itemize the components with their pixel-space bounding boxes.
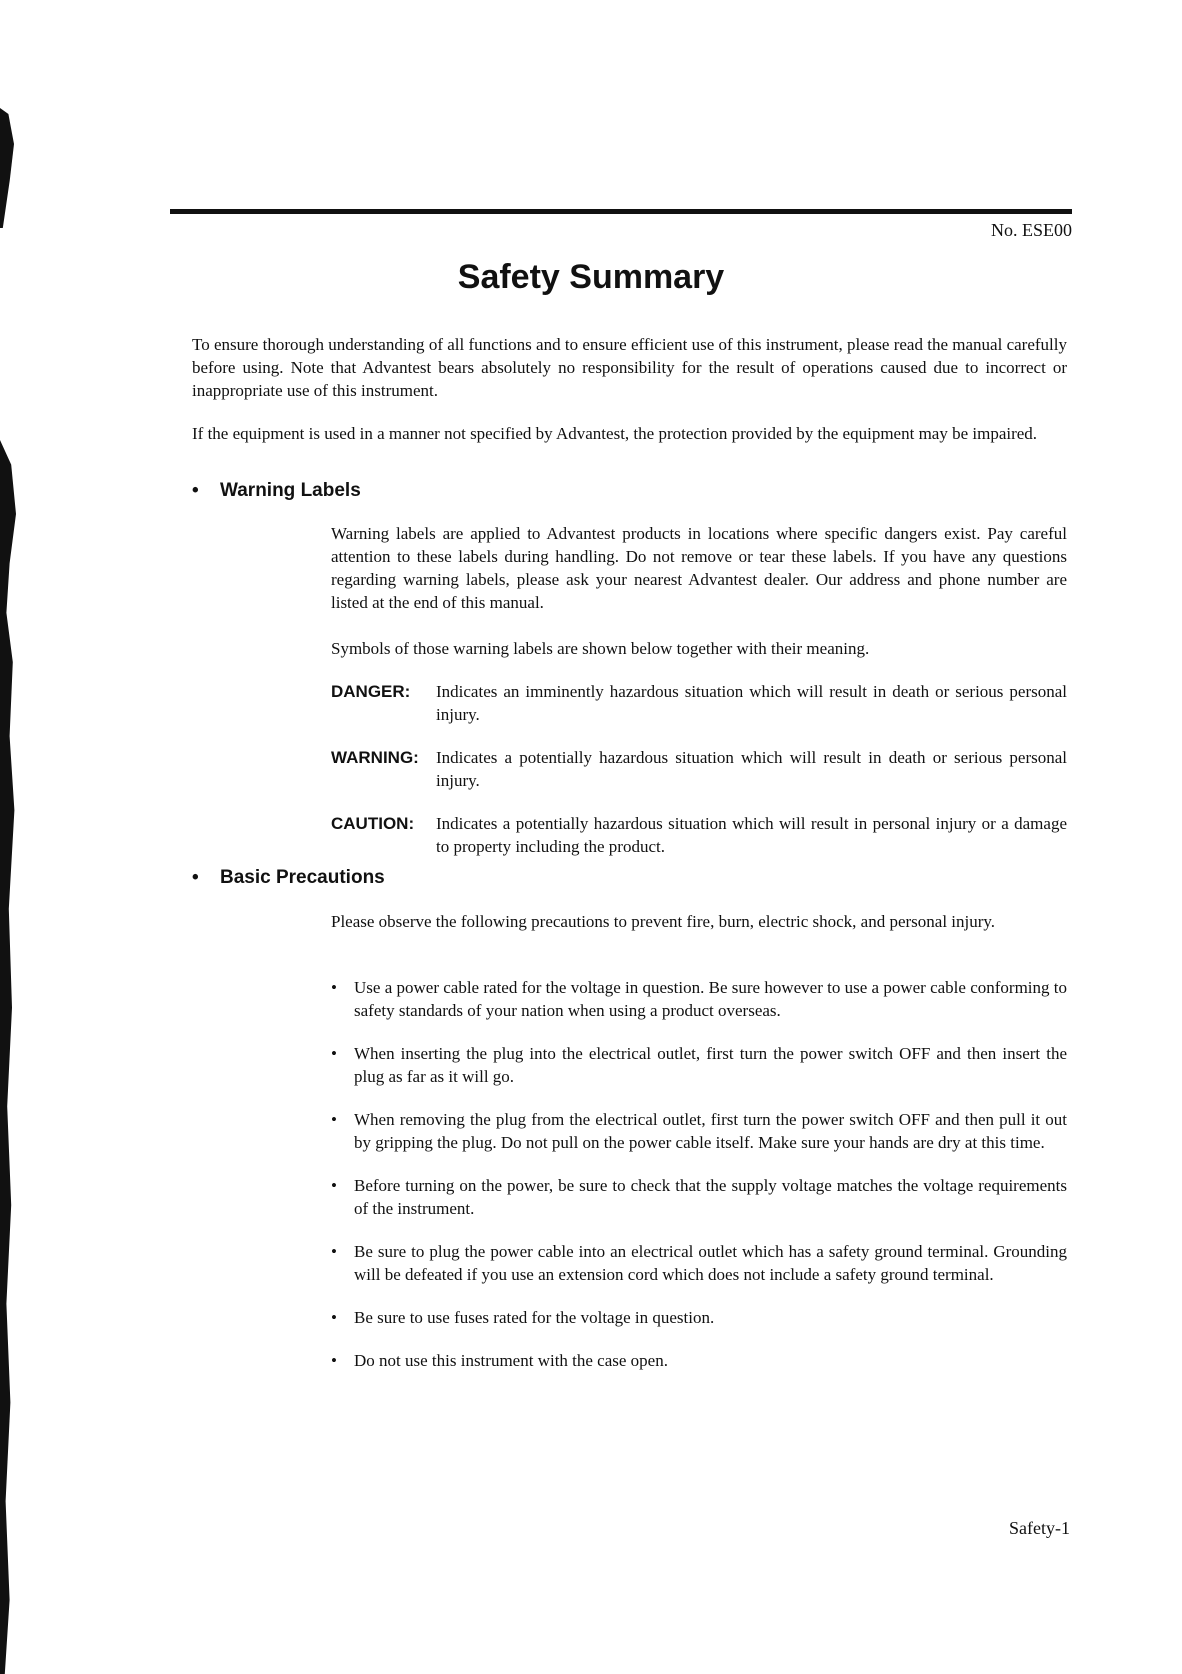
list-item-text: Use a power cable rated for the voltage in question. Be sure however to use a power cable conforming to safety standards of your nation when using a product overseas.	[354, 978, 1067, 1020]
section-heading-warning-labels	[192, 480, 361, 502]
list-item	[331, 1042, 1067, 1088]
scan-edge-artifact	[0, 440, 16, 1674]
definition-term: DANGER:	[331, 682, 411, 701]
list-item	[331, 1349, 1067, 1372]
section-heading-label: Warning Labels	[220, 480, 361, 501]
definition-warning	[331, 746, 1067, 792]
list-item	[331, 1306, 1067, 1329]
list-item-text: Do not use this instrument with the case open.	[354, 1351, 668, 1370]
page-number: Safety-1	[1009, 1518, 1070, 1538]
definition-desc: Indicates an imminently hazardous situation which will result in death or serious personal injury.	[436, 682, 1067, 724]
list-item	[331, 1240, 1067, 1286]
section-heading-basic-precautions	[192, 867, 385, 889]
list-item	[331, 976, 1067, 1022]
list-item	[331, 1174, 1067, 1220]
basic-precautions-intro: Please observe the following precautions to prevent fire, burn, electric shock, and personal injury.	[331, 912, 996, 931]
definition-term: WARNING:	[331, 748, 419, 767]
list-item-text: Be sure to use fuses rated for the voltage in question.	[354, 1308, 715, 1327]
bullet-icon: •	[331, 1351, 337, 1370]
bullet-icon: •	[331, 1176, 337, 1195]
definition-term: CAUTION:	[331, 814, 415, 833]
list-item-text: Be sure to plug the power cable into an electrical outlet which has a safety ground terminal. Grounding will be defeated if you use an extension cord which does not include a safety ground terminal.	[354, 1242, 1067, 1284]
list-item-text: Before turning on the power, be sure to check that the supply voltage matches the voltage requirements of the instrument.	[354, 1176, 1067, 1218]
intro-paragraph: If the equipment is used in a manner not specified by Advantest, the protection provided by the equipment may be impaired.	[192, 424, 1038, 443]
bullet-icon: •	[331, 1308, 337, 1327]
bullet-icon: •	[331, 1044, 337, 1063]
list-item	[331, 1108, 1067, 1154]
section-heading-label: Basic Precautions	[220, 867, 385, 888]
warning-labels-paragraph: Symbols of those warning labels are shown below together with their meaning.	[331, 639, 870, 658]
scan-edge-artifact	[0, 108, 14, 228]
definition-desc: Indicates a potentially hazardous situation which will result in personal injury or a damage to property including the product.	[436, 814, 1067, 856]
list-item-text: When inserting the plug into the electrical outlet, first turn the power switch OFF and then insert the plug as far as it will go.	[354, 1044, 1067, 1086]
definition-danger	[331, 680, 1067, 726]
list-item-text: When removing the plug from the electrical outlet, first turn the power switch OFF and then pull it out by gripping the plug. Do not pull on the power cable itself. Make sure your hands are dry at this time.	[354, 1110, 1067, 1152]
bullet-icon: •	[331, 1242, 337, 1261]
doc-number: No. ESE00	[991, 220, 1072, 240]
bullet-icon: •	[331, 1110, 337, 1129]
intro-paragraph: To ensure thorough understanding of all functions and to ensure efficient use of this instrument, please read the manual carefully before using. Note that Advantest bears absolutely no responsibility for the result of operations caused due to incorrect or inappropriate use of this instrument.	[192, 335, 1067, 400]
definition-caution	[331, 812, 1067, 858]
warning-labels-paragraph: Warning labels are applied to Advantest products in locations where specific dangers exist. Pay careful attention to these labels during handling. Do not remove or tear these labels. If you have any questions regarding warning labels, please ask your nearest Advantest dealer. Our address and phone number are listed at the end of this manual.	[331, 524, 1067, 612]
precautions-list	[331, 976, 1067, 1392]
bullet-icon: •	[192, 867, 199, 888]
bullet-icon: •	[331, 978, 337, 997]
header-rule	[170, 209, 1072, 214]
page-title: Safety Summary	[457, 258, 725, 296]
definition-desc: Indicates a potentially hazardous situation which will result in death or serious personal injury.	[436, 748, 1067, 790]
bullet-icon: •	[192, 480, 199, 501]
